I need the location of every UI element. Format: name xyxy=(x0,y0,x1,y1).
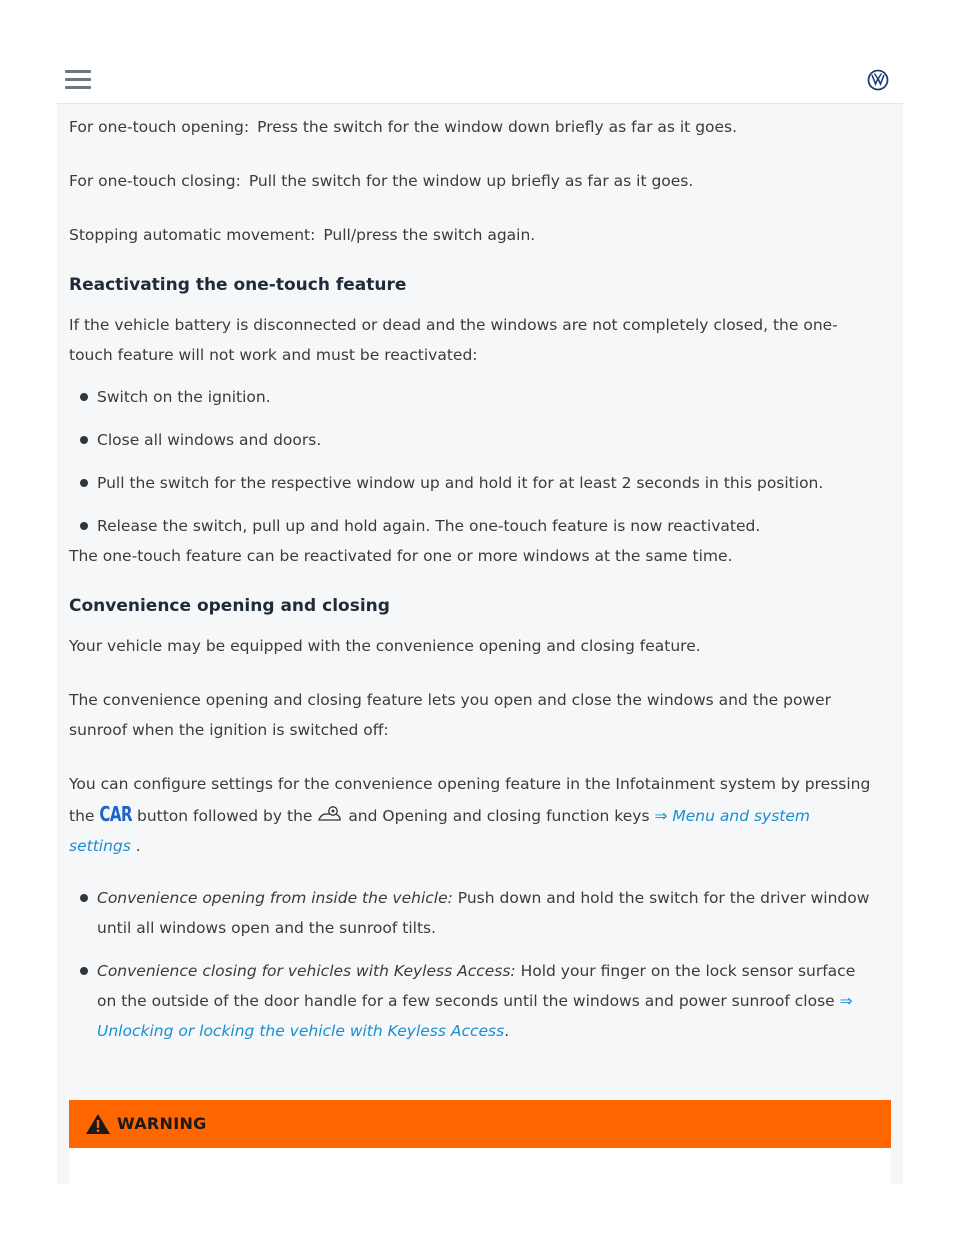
warning-body xyxy=(69,1148,891,1184)
warning-label: WARNING xyxy=(117,1114,207,1133)
reactivate-note: The one-touch feature can be reactivated for one or more windows at the same time. xyxy=(69,547,733,565)
text-segment: button followed by the xyxy=(136,807,313,825)
definition-text: Pull/press the switch again. xyxy=(323,226,536,244)
definition-term: For one-touch opening: xyxy=(69,118,250,136)
settings-gear-car-icon xyxy=(317,805,343,823)
convenience-p3 xyxy=(69,769,873,861)
list-item xyxy=(97,883,873,943)
list-item: Close all windows and doors. xyxy=(97,425,873,455)
item-term: Convenience opening from inside the vehicle: xyxy=(97,889,453,907)
item-text: Push down and hold the switch for the driver window until all windows open and the sunroof tilts. xyxy=(97,889,870,937)
item-term: Convenience closing for vehicles with Keyless Access: xyxy=(97,962,516,980)
warning-banner xyxy=(69,1100,891,1148)
list-item xyxy=(97,956,873,1046)
definition-text: Pull the switch for the window up briefly as far as it goes. xyxy=(248,172,694,190)
car-button-icon: CAR xyxy=(99,801,133,827)
vw-logo-icon[interactable] xyxy=(867,69,889,91)
definition-text: Press the switch for the window down briefly as far as it goes. xyxy=(257,118,738,136)
text-segment: You can configure settings for the convenience opening feature in the Infotainment system by pressing the xyxy=(69,775,871,825)
article-body xyxy=(57,104,903,1184)
item-text: Hold your finger on the lock sensor surface on the outside of the door handle for a few seconds until the windows and power sunroof close xyxy=(97,962,856,1010)
top-bar xyxy=(57,55,903,104)
warning-triangle-icon xyxy=(85,1112,111,1136)
reactivate-intro: If the vehicle battery is disconnected or dead and the windows are not completely closed, the one-touch feature will not work and must be reactivated: xyxy=(69,316,838,364)
one-touch-opening xyxy=(69,112,873,142)
hamburger-menu-icon[interactable] xyxy=(65,70,91,90)
definition-term: Stopping automatic movement: xyxy=(69,226,316,244)
list-item: Pull the switch for the respective window up and hold it for at least 2 seconds in this position. xyxy=(97,468,873,498)
convenience-p1: Your vehicle may be equipped with the convenience opening and closing feature. xyxy=(69,637,701,655)
one-touch-closing xyxy=(69,166,873,196)
section-heading-convenience: Convenience opening and closing xyxy=(69,596,390,616)
item-end: . xyxy=(504,1022,510,1040)
definition-term: For one-touch closing: xyxy=(69,172,241,190)
section-heading-reactivating: Reactivating the one-touch feature xyxy=(69,275,407,295)
list-item: Release the switch, pull up and hold again. The one-touch feature is now reactivated. xyxy=(97,511,873,541)
list-item: Switch on the ignition. xyxy=(97,382,873,412)
menu-settings-link[interactable]: ⇒ Menu and system settings xyxy=(69,807,810,855)
stopping-automatic-movement xyxy=(69,220,873,250)
reactivate-steps xyxy=(69,382,873,541)
text-segment: and Opening and closing function keys xyxy=(348,807,650,825)
keyless-access-link[interactable]: ⇒ Unlocking or locking the vehicle with Keyless Access xyxy=(97,992,853,1040)
text-segment: . xyxy=(135,837,141,855)
convenience-items xyxy=(69,883,873,1046)
convenience-p2: The convenience opening and closing feature lets you open and close the windows and the power sunroof when the ignition is switched off: xyxy=(69,691,832,739)
